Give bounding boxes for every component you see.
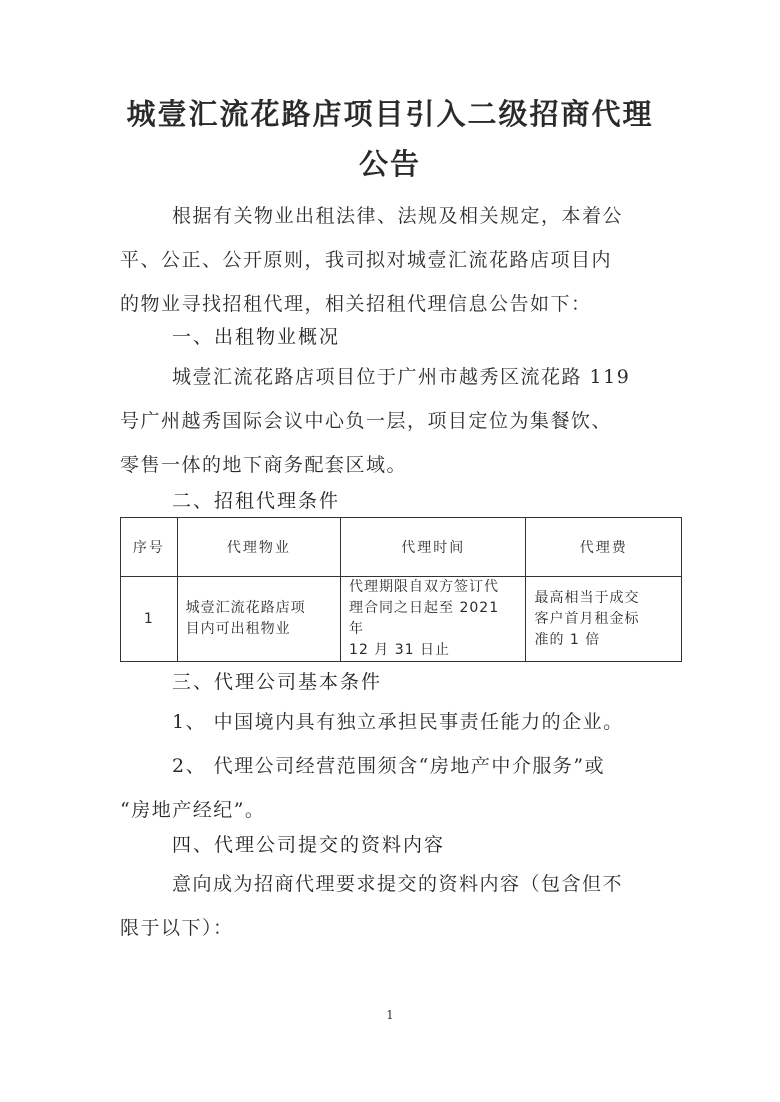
section-heading-company-requirements: 三、代理公司基本条件 <box>172 671 383 693</box>
intro-line: 的物业寻找招租代理，相关招租代理信息公告如下： <box>120 293 592 315</box>
intro-line: 根据有关物业出租法律、法规及相关规定，本着公 <box>172 205 624 227</box>
intro-paragraph <box>120 194 680 326</box>
overview-line: 号广州越秀国际会议中心负一层，项目定位为集餐饮、 <box>120 410 613 432</box>
section-heading-submission-materials: 四、代理公司提交的资料内容 <box>172 834 446 856</box>
page-number: 1 <box>386 1008 394 1022</box>
document-title-continued: 公告 <box>358 147 421 181</box>
list-item: 1、 中国境内具有独立承担民事责任能力的企业。 <box>172 711 624 733</box>
section-heading-property-overview: 一、出租物业概况 <box>172 326 341 348</box>
column-header-number: 序号 <box>121 518 178 577</box>
company-requirements-list <box>120 700 680 832</box>
cell-number: 1 <box>121 577 178 662</box>
column-header-property: 代理物业 <box>177 518 340 577</box>
overview-line: 零售一体的地下商务配套区域。 <box>120 454 408 476</box>
submission-line: 意向成为招商代理要求提交的资料内容（包含但不 <box>172 873 624 895</box>
intro-line: 平、公正、公开原则，我司拟对城壹汇流花路店项目内 <box>120 249 613 271</box>
overview-line: 城壹汇流花路店项目位于广州市越秀区流花路 119 <box>172 366 631 388</box>
table-row <box>121 577 682 662</box>
document-title: 城壹汇流花路店项目引入二级招商代理 <box>126 97 654 131</box>
submission-materials-paragraph <box>120 862 680 950</box>
cell-property: 城壹汇流花路店项 目内可出租物业 <box>177 577 340 662</box>
submission-line: 限于以下）： <box>120 917 234 939</box>
cell-period: 代理期限自双方签订代 理合同之日起至 2021 年 12 月 31 日止 <box>341 577 526 662</box>
list-item: 2、 代理公司经营范围须含“房地产中介服务”或 <box>172 755 606 777</box>
column-header-fee: 代理费 <box>526 518 682 577</box>
property-overview-paragraph <box>120 355 680 487</box>
agency-terms-table <box>120 517 682 662</box>
list-item-continued: “房地产经纪”。 <box>120 799 266 821</box>
section-heading-agency-conditions: 二、招租代理条件 <box>172 490 341 512</box>
cell-fee: 最高相当于成交 客户首月租金标 准的 1 倍 <box>526 577 682 662</box>
column-header-period: 代理时间 <box>341 518 526 577</box>
table-header-row <box>121 518 682 577</box>
